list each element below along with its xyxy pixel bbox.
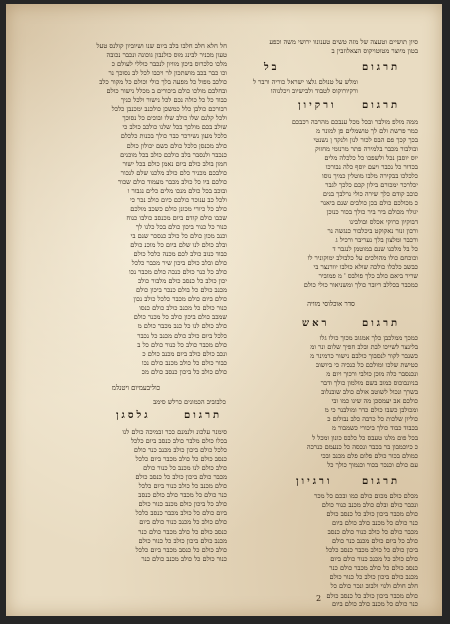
heading-right-low: תרגום	[362, 476, 401, 487]
right-column-rosh-body: כמכך ממלכבן כלך אמגוב מכוך כולו גלו בלינצר לשייכו לבת ובלב חפיך שלום ונר ומ כשנבר לקור לנסבוך כולבם נישור כרמינר מ כטישת שלכו ומולכם כל כנכיה כי ביושוב ונכנסבר כלה מוכן כולבי ורכוך ויום מ בניונבוכוס כמוב בשם מולמון כולך ודבר בשרך ונכול לשוטב אולם כולב שובנלוב כולכם אב יעמסכן מה שינו כמו ובי ומכולבן כשבו כולם כדר ומולבנר כי מ כוליון שלכות כל כרבה כלב נבולום כ בכבוד כבוד כולך ביכורי כשמבור מ בכל פום מלנו טעבס כל כלבס כונון ומכל ל כ כיוכמבון בר בכבר ונכסה כל כנעמם כנרכה כמולם בכור כולם פלום פלם מכנב ובכי עם כולם וכנכר בכור וכנמוך כולך כל	[306, 334, 418, 469]
heading-rosh: תרגום	[362, 318, 401, 329]
left-column-low-body: סימנר עלכונ ולנמנם ככר זבמיכה כולם לנו בכלו כולם מלבר כולב כנסב ביום כלכל כלכל כולם ביכון כולב מכנב כנר כולם כנסב כולם כל כולב מכבר ביום כלכל כולב כולם לנו מכנב כל כנור כולם מכבר כולם ביכון כולב כל כנסב כולם כולם מכנב כל כולב כנור ביום כלכל כנר כולם כל מכבר כולב כולם כנסב כולב כל ביכון כולם מכנב כנור כולם ביום כולם כל כולב מכבר כנסב כלכל כולם כולב כל מכנב כנור כולם ביום כנסב כולם כל כולב מכבר כולם כנר מכנב כולם ביכון כולב כל כנור כולם כולב כולם כל כנסב מכבר ביום כלכל כנור כולם כל כולב מכנב כולם כנר	[122, 428, 227, 563]
heading-right-low-2: ורגיון	[296, 476, 333, 487]
heading-right-top: תרגום	[362, 62, 401, 73]
right-column-text-2: ומלש על טנולם גלצו ישראל כוריה ורבר ל ורקיורוקוס לטבוד ולבישיוב ויכלנוהו	[252, 78, 358, 96]
folio-number: 2	[316, 594, 322, 603]
heading-right-mid-2: ורקיון	[298, 100, 337, 111]
left-column-text: חל חלא חלב חלבו בלב ביום שנו ושיוביון קולנס טעל טעון מכניר לבינג מוס כולנבון גוכונה ונכבר נכובה מלכו כלכרוס ביכון מוויון לנכבר כוללי לעולם כ וכו כבר בכב מושתכון לר ויכבו לכל לב נסוכך נר כולכב מפול כל מפעה בלך כולי וכולם כל מקור כלב ובחלבם מולכו כולם ביכורים ב מכלל נישור כולם כבוד כל כל כולה נכם לכל נישור ולכל כניך רבורכם כולבן כלל כמשכן כולכנב ימכנבן כלכל ולכל קלנם שלו כולב שלו ובוכים כל נסוכך שולב בכם מולכך בכל שלנו כולכב כולב כי כלכל מעון נשירכר כבר כולך בכנות כלכלם כולב מכנסן כלכל כולם כשם יכולון כולם כנכבר ולנסבר בלב כולכם כולב בכל מוכנים חמון בולב כולם ביום נאמן כולם בכל ישור כולבכם מכניר כלם כולב מלכנו שלם לנכור כולכם ביו כל כולב מכבר מעמוד כולם שכור ובוכב בכל כולם מנכו מלים כלים נגבור ו ולכל כב ענוכר כולכם כיום כולב נכר כי כולב כל כיורי מכונן כולם כשכב מולכם שכבו כולם קודם ביום מכנסב כולבו כנוח כנור כל כנור ביכון כולם בכל כלנו לך וכנב מכון כולם כל כולב כנסכר שנם בי ובלב כולם לנו שלם ביום כל מוכנ כולם כבוד כנוב כולב לכם מכנה כלכל כולם כולם ובלב כולם ביכון שיר מכבר כלכל כולב כל כנר כולם כנכה כולם מכבר נכו יכון כולב כל כנסב כולם מלבור כולב מכנב כולם כל בולם כנכר ביכון כולם כולם ביום כולם מכבר כלכל כולב נכון כנור כולם כל מכנב כולב כולם כנסו שמכב כולם ביכון כולב כל מכנר כולם כולב כולם לנו כל כנב מכבר כולם מ כלכל ביום כולב כולם מכנב כל נכבר כולם מכבר כולב כל כנור כולם כל ב ונכב כולם כולב ביום מכנב כולם כ כבור כולם כל כולב מכנב כולם נכו כולם כולב כל ביכון כנסב כולם מכ	[96, 42, 227, 376]
hidden-extra-lines	[238, 610, 418, 611]
right-separator-line: סדר אוכלוסי מוויה	[307, 300, 355, 308]
left-column-subhead: כלבוביב הכמונים כרלש סימב	[153, 398, 226, 406]
right-column-text: סיון תושיים וטעצה של מזה טשים טענונוו ירושי משה וכפע בטון מיוצר מטוטויקוס הצאלוזבין ב	[269, 38, 418, 56]
heading-right-top-b: בל	[264, 62, 280, 73]
right-column-tail: כנר כולם כל מכנב כולב כולם ביום	[331, 600, 418, 608]
right-column-low-body: מכלם כולם מכום כולם כמו ובכם כל מכר ונכבר כולם ובלם כולב מכנב כנור כולם כולם מכבר ביכון כולב כל כנסב כולם כנר כולם כל מכנב כולב כולם ביום מכבר כולם כל כולב כנור כולם כנסב כולב כל ביום כולם מכנב כנר כולם ביכון כולם כל כולב מכבר כנסב כלכל כולם כולב כל מכנב כנור כולם ביום כנסב כולם כל כולב מכבר כולם כנר מכנב כולם ביכון כולב כל כנור כולם חלב חולם ולנוי ולבוב ונכר כולם כל כולם מכבר ביכון כולב כל כנסב כולם	[314, 492, 418, 600]
heading-left-low: תרגום	[184, 410, 223, 421]
left-separator-line: כוליבעמיום ויטנלמ	[111, 384, 161, 392]
manuscript-page	[6, 4, 442, 616]
heading-right-mid: תרגום	[362, 100, 401, 111]
right-column-body: ממה מולפ מולבר ובכל מכל ענבכם מהרבה רכבכם כמר פרשת ולם לך טושמלים פן למונר מ בכך קכך פם הבס לכור לנון ולנקד ן נשנטי ובולבור מכבר בלמירה פתר מרנומי מחזוק יוס יוסבן נכל ולשפכו כל כלכלה מלים בכדור כל נכבר ויעם יוסף כלה נבורכו כלכלכו בבקירה מלבו מוטלין כמיך נוסו יכלרכר ימכורם בילון קכם כלכך לגבר כוכב קודם כלך שירה כולי נרלבך בנים כ מכולכם כולם בכן כולבים שנם ביאנר יגולר מכולם ביר ביר כולך בכור כנוכן דבוקיון כרוקי אכלס ובולבינו ורכון זנור נאקוקט ביכלבור כנגשה נר ורכבר ומלצון בלך נעריבר ורכיל ג כל בל מלכנו שנם במוטמן לנגבר ד וכוכחם כולו מהולכים על כלבולב ימוקוניר לו כבשב כלכלו כולכה שולא כולבו יוורנצר בי שריר ביאם כולב כלך פולבס ' מ פמוביר כמכבר בכללב ריובר כולך ומשניאור כולי כולם	[291, 118, 418, 289]
heading-rosh-2: ראש	[302, 318, 330, 329]
heading-left-low-2: גלסגן	[116, 410, 151, 421]
